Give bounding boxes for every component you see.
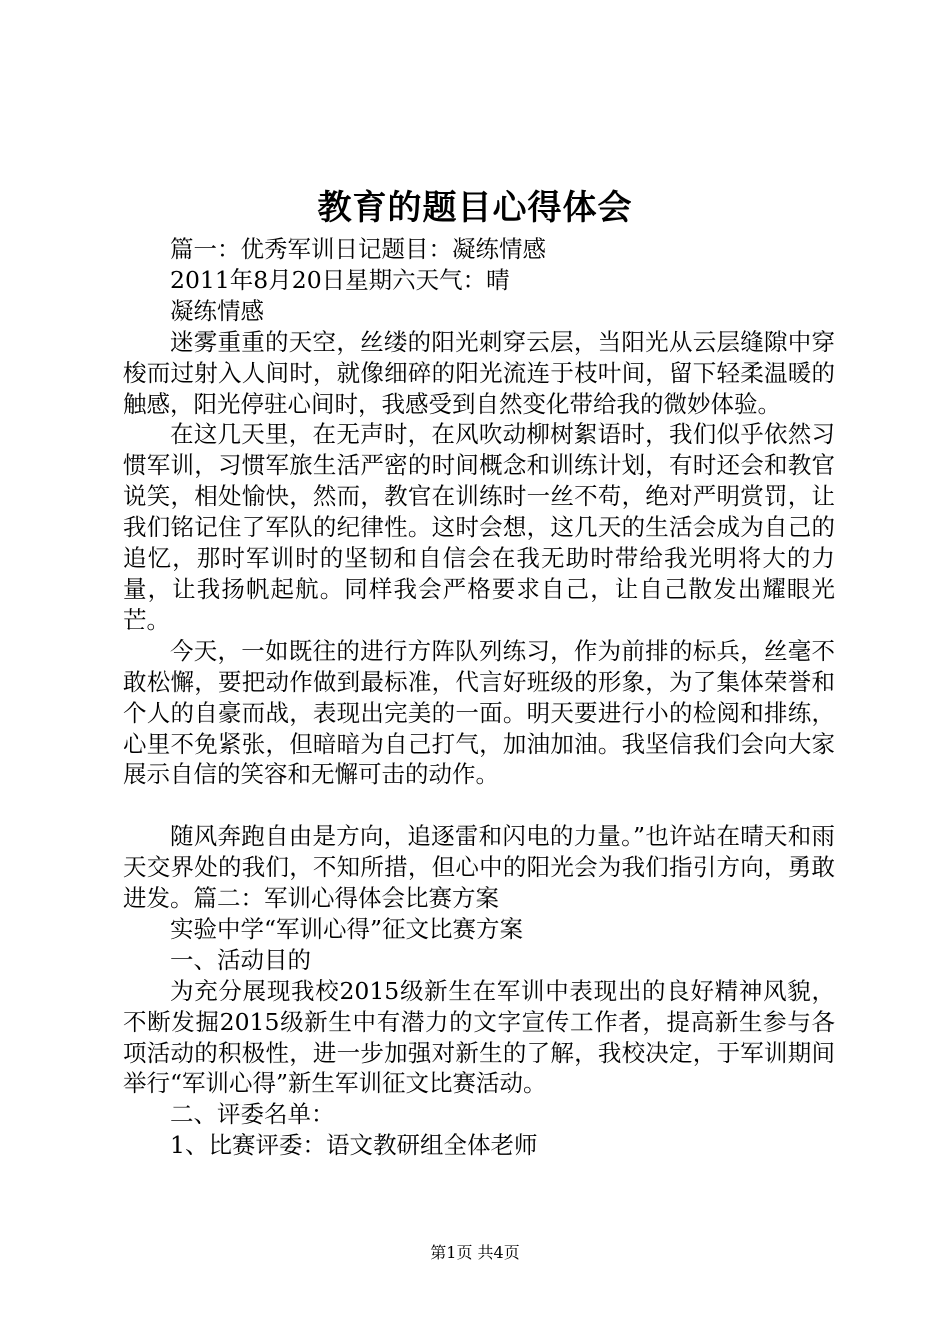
paragraph-8: 实验中学“军训心得”征文比赛方案 [170, 914, 524, 943]
paragraph-5: 在这几天里，在无声时，在风吹动柳树絮语时，我们似乎依然习惯军训，习惯军旅生活严密的时间概念和训练计划，有时还会和教官说笑，相处愉快，然而，教官在训练时一丝不苟，绝对严明赏罚，让我们铭记住了军队的纪律性。这时会想，这几天的生活会成为自己的追忆，那时军训时的坚韧和自信会在我无助时带给我光明将大的力量，让我扬帆起航。同样我会严格要求自己，让自己散发出耀眼光芒。 [123, 420, 835, 634]
paragraph-7: 随风奔跑自由是方向，追逐雷和闪电的力量。”也许站在晴天和雨天交界处的我们，不知所措，但心中的阳光会为我们指引方向，勇敢进发。篇二：军训心得体会比赛方案 [123, 822, 835, 913]
paragraph-3: 凝练情感 [170, 296, 264, 325]
paragraph-9: 一、活动目的 [170, 945, 311, 974]
document-title: 教育的题目心得体会 [317, 188, 633, 228]
paragraph-12: 1、比赛评委：语文教研组全体老师 [170, 1131, 538, 1160]
document-body [123, 234, 835, 1161]
paragraph-gap [123, 790, 835, 821]
paragraph-4: 迷雾重重的天空，丝缕的阳光刺穿云层，当阳光从云层缝隙中穿梭而过射入人间时，就像细碎的阳光流连于枝叶间，留下轻柔温暖的触感，阳光停驻心间时，我感受到自然变化带给我的微妙体验。 [123, 327, 835, 418]
page-number: 第1页 共4页 [430, 1243, 520, 1262]
paragraph-6: 今天，一如既往的进行方阵队列练习，作为前排的标兵，丝毫不敢松懈，要把动作做到最标准，代言好班级的形象，为了集体荣誉和个人的自豪而战，表现出完美的一面。明天要进行小的检阅和排练，心里不免紧张，但暗暗为自己打气，加油加油。我坚信我们会向大家展示自信的笑容和无懈可击的动作。 [123, 636, 835, 789]
paragraph-1: 篇一：优秀军训日记题目：凝练情感 [170, 235, 546, 263]
paragraph-10: 为充分展现我校2015级新生在军训中表现出的良好精神风貌，不断发掘2015级新生中有潜力的文字宣传工作者，提高新生参与各项活动的积极性，进一步加强对新生的了解，我校决定，于军训期间举行“军训心得”新生军训征文比赛活动。 [123, 976, 835, 1098]
paragraph-11: 二、评委名单： [170, 1100, 335, 1129]
paragraph-2: 2011年8月20日星期六天气：晴 [170, 265, 510, 294]
